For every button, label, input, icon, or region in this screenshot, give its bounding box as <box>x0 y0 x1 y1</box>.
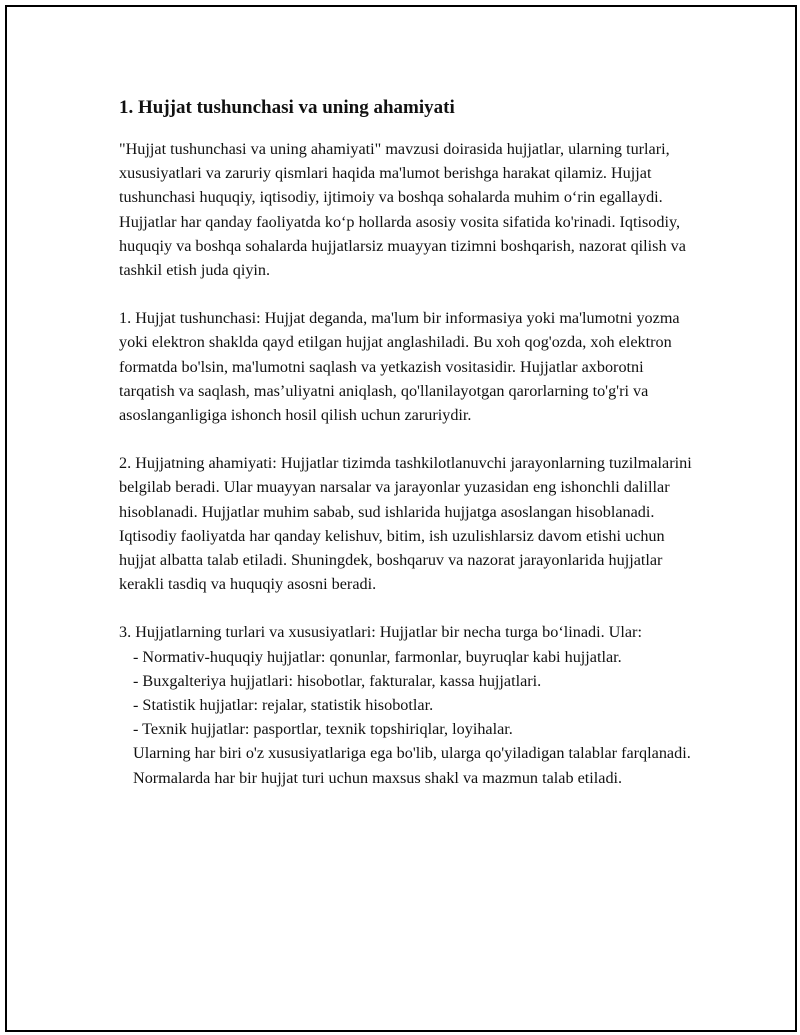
document-title: 1. Hujjat tushunchasi va uning ahamiyati <box>119 97 455 118</box>
intro-text: "Hujjat tushunchasi va uning ahamiyati" mavzusi doirasida hujjatlar, ularning turlari, xususiyatlari va zaruriy qismlari haqida ma'lumot berishga harakat qilamiz. Hujjat tushunchasi huquqiy, iqtisodiy, ijtimoiy va boshqa sohalarda muhim oʻrin egallaydi. Hujjatlar har qanday faoliyatda koʻp hollarda asosiy vosita sifatida ko'rinadi. Iqtisodiy, huquqiy va boshqa sohalarda hujjatlarsiz muayyan tizimni boshqarish, nazorat qilish va tashkil etish juda qiyin. <box>119 140 686 280</box>
list-item: - Buxgalteriya hujjatlari: hisobotlar, fakturalar, kassa hujjatlari. <box>133 671 542 690</box>
section-1-paragraph <box>119 306 699 427</box>
section-2-paragraph <box>119 451 699 596</box>
list-item: - Statistik hujjatlar: rejalar, statistik hisobotlar. <box>133 696 434 715</box>
section-2-text: 2. Hujjatning ahamiyati: Hujjatlar tizimda tashkilotlanuvchi jarayonlarning tuzilmalarini belgilab beradi. Ular muayyan narsalar va jarayonlar yuzasidan eng ishonchli dalillar hisoblanadi. Hujjatlar muhim sabab, sud ishlarida hujjatga asoslangan hisoblanadi. Iqtisodiy faoliyatda har qanday kelishuv, bitim, ish uzulishlarsiz davom etishi uchun hujjat albatta talab etiladi. Shuningdek, boshqaruv va nazorat jarayonlarida hujjatlar kerakli tasdiq va huquqiy asosni beradi. <box>119 454 692 594</box>
document-body <box>119 95 699 814</box>
section-3-paragraph <box>119 620 699 789</box>
section-3-closing: Ularning har biri o'z xususiyatlariga ega bo'lib, ularga qo'yiladigan talablar farqlanadi. Normalarda har bir hujjat turi uchun maxsus shakl va mazmun talab etiladi. <box>133 744 691 787</box>
intro-paragraph <box>119 137 699 282</box>
section-1-text: 1. Hujjat tushunchasi: Hujjat deganda, ma'lum bir informasiya yoki ma'lumotni yozma yoki elektron shaklda qayd etilgan hujjat anglashiladi. Bu xoh qog'ozda, xoh elektron formatda bo'lsin, ma'lumotni saqlash va yetkazish vositasidir. Hujjatlar axborotni tarqatish va saqlash, mas’uliyatni aniqlash, qo'llanilayotgan qarorlarning to'g'ri va asoslanganligiga ishonch hosil qilish uchun zaruriydir. <box>119 309 680 425</box>
list-item: - Normativ-huquqiy hujjatlar: qonunlar, farmonlar, buyruqlar kabi hujjatlar. <box>133 647 622 666</box>
list-item: - Texnik hujjatlar: pasportlar, texnik topshiriqlar, loyihalar. <box>133 720 513 739</box>
section-3-lead: 3. Hujjatlarning turlari va xususiyatlari: Hujjatlar bir necha turga boʻlinadi. Ular: <box>119 623 642 642</box>
page-frame <box>5 5 797 1032</box>
